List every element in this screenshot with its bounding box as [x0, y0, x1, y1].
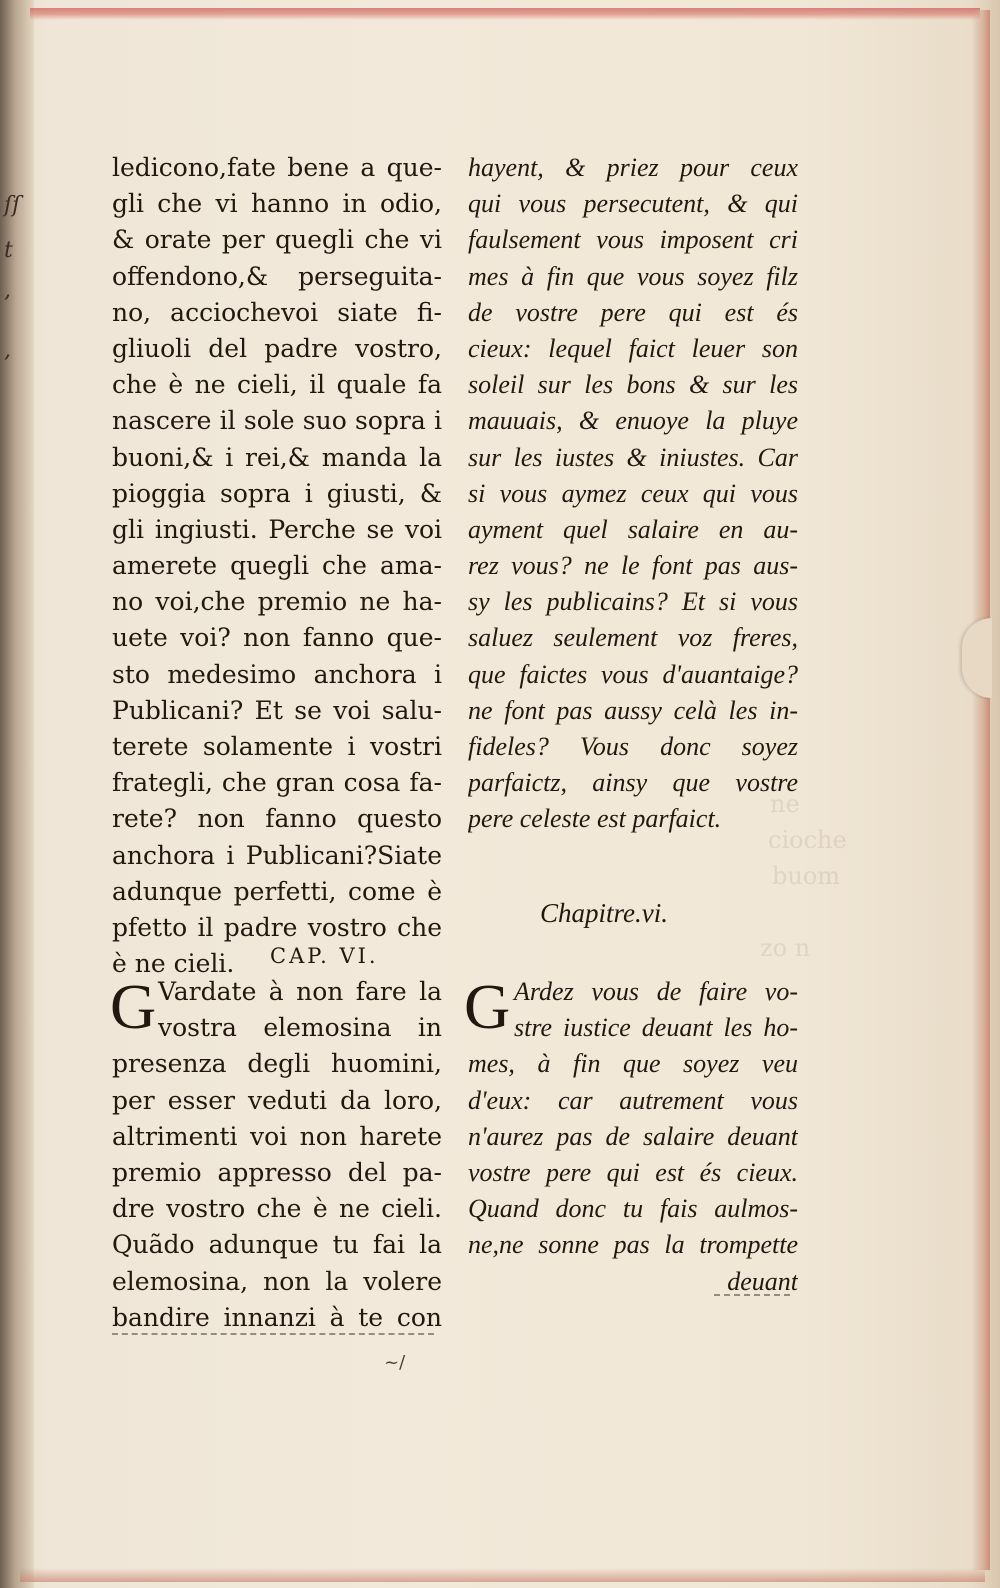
text-line: soleil sur les bons & sur les	[468, 370, 798, 400]
text-line: mes, à fin que soyez veu	[468, 1049, 798, 1079]
text-line: n'aurez pas de salaire deuant	[468, 1121, 798, 1151]
text-line: è ne cieli.	[112, 949, 235, 979]
text-line: Quand donc tu fais aulmos-	[468, 1194, 798, 1224]
drop-capital-italian: G	[110, 971, 157, 1042]
text-line: ne,ne sonne pas la trompette	[468, 1230, 798, 1260]
text-line: mauuais, & enuoye la pluye	[468, 406, 798, 436]
text-line: & orate per quegli che vi	[112, 225, 442, 255]
text-line: Ardez vous de faire vo-	[514, 977, 798, 1006]
gutter-mark: t	[4, 238, 13, 263]
text-line: elemosina, non la volere	[112, 1266, 442, 1296]
text-line: adunque perfetti, come è	[112, 876, 442, 906]
gutter-mark: ſſ	[4, 193, 21, 218]
text-line: que faictes vous d'auantaige?	[468, 659, 798, 689]
red-page-edge-right	[972, 10, 990, 1570]
text-line: pfetto il padre vostro che	[112, 912, 442, 942]
text-line: amerete quegli che ama-	[112, 551, 442, 581]
text-line: de vostre pere qui est és	[468, 297, 798, 327]
text-line: gli ingiusti. Perche se voi	[112, 514, 442, 544]
book-gutter	[0, 0, 34, 1588]
text-line: gliuoli del padre vostro,	[112, 333, 442, 363]
text-line: fideles? Vous donc soyez	[468, 732, 798, 761]
drop-capital-french: G	[464, 971, 511, 1042]
red-page-edge-bottom	[20, 1568, 985, 1582]
signature-mark: ~/	[384, 1352, 406, 1373]
catchword: deuant	[727, 1266, 798, 1296]
text-line: pere celeste est parfaict.	[468, 804, 722, 834]
text-line: che è ne cieli, il quale fa	[112, 370, 442, 400]
text-line: gli che vi hanno in odio,	[112, 189, 442, 219]
text-line: vostra elemosina in	[158, 1013, 442, 1043]
text-line: ne font pas aussy celà les in-	[468, 695, 798, 725]
text-line: d'eux: car autrement vous	[468, 1085, 798, 1115]
text-line: dre vostro che è ne cieli.	[112, 1194, 442, 1224]
text-line: nascere il sole suo sopra i	[112, 406, 442, 436]
text-line: uete voi? non fanno que-	[112, 623, 442, 653]
text-line: buoni,& i rei,& manda la	[112, 442, 442, 472]
text-line: faulsement vous imposent cri	[468, 225, 798, 255]
text-line: rete? non fanno questo	[112, 804, 442, 834]
show-through-text: ne	[770, 790, 800, 818]
text-line: Quãdo adunque tu fai la	[112, 1230, 442, 1260]
text-line: terete solamente i vostri	[112, 732, 442, 761]
text-line: vostre pere qui est és cieux.	[468, 1157, 798, 1187]
french-column	[468, 150, 798, 838]
text-line: stre iustice deuant les ho-	[514, 1013, 798, 1043]
show-through-text: cioche	[768, 826, 847, 854]
text-line: premio appresso del pa-	[112, 1157, 442, 1187]
text-line: ayment quel salaire en au-	[468, 514, 798, 544]
italian-column	[112, 150, 442, 982]
chapter-heading-italian: CAP. VI.	[270, 944, 379, 968]
show-through-text: buom	[772, 862, 841, 890]
gutter-mark: ,	[4, 278, 11, 303]
red-page-edge-top	[30, 8, 980, 20]
french-chapter-text	[468, 974, 798, 1300]
text-line: mes à fin que vous soyez filz	[468, 261, 798, 291]
text-line: per esser veduti da loro,	[112, 1085, 442, 1115]
text-line: pioggia sopra i giusti, &	[112, 478, 442, 508]
italian-chapter-text	[110, 971, 442, 1336]
text-line: frategli, che gran cosa fa-	[112, 768, 442, 798]
gutter-mark: ,	[4, 338, 11, 363]
text-line: Publicani? Et se voi salu-	[112, 695, 442, 725]
text-line: ledicono,fate bene a que-	[112, 153, 442, 182]
page-tab-notch	[962, 618, 992, 698]
text-line: qui vous persecutent, & qui	[468, 189, 798, 219]
text-line: anchora i Publicani?Siate	[112, 840, 442, 870]
text-line: sur les iustes & iniustes. Car	[468, 442, 798, 472]
text-line: saluez seulement voz freres,	[468, 623, 798, 653]
text-line: si vous aymez ceux qui vous	[468, 478, 798, 508]
text-line: hayent, & priez pour ceux	[468, 153, 798, 182]
text-line: sy les publicains? Et si vous	[468, 587, 798, 617]
text-line: bandire innanzi à te con	[112, 1302, 442, 1332]
text-line: Vardate à non fare la	[158, 977, 442, 1006]
catchline-underline	[112, 1333, 434, 1337]
text-line: sto medesimo anchora i	[112, 659, 442, 689]
catchword-underline	[714, 1294, 790, 1296]
show-through-text: zo n	[760, 934, 811, 962]
text-line: parfaictz, ainsy que vostre	[468, 768, 798, 798]
chapter-heading-french: Chapitre.vi.	[540, 898, 668, 928]
text-line: cieux: lequel faict leuer son	[468, 333, 798, 363]
text-line: offendono,& perseguita-	[112, 261, 442, 291]
text-line: no voi,che premio ne ha-	[112, 587, 442, 617]
text-line: rez vous? ne le font pas aus-	[468, 551, 798, 581]
text-line: no, acciochevoi siate fi-	[112, 297, 442, 327]
text-line: altrimenti voi non harete	[112, 1121, 442, 1151]
text-line: presenza degli huomini,	[112, 1049, 442, 1079]
